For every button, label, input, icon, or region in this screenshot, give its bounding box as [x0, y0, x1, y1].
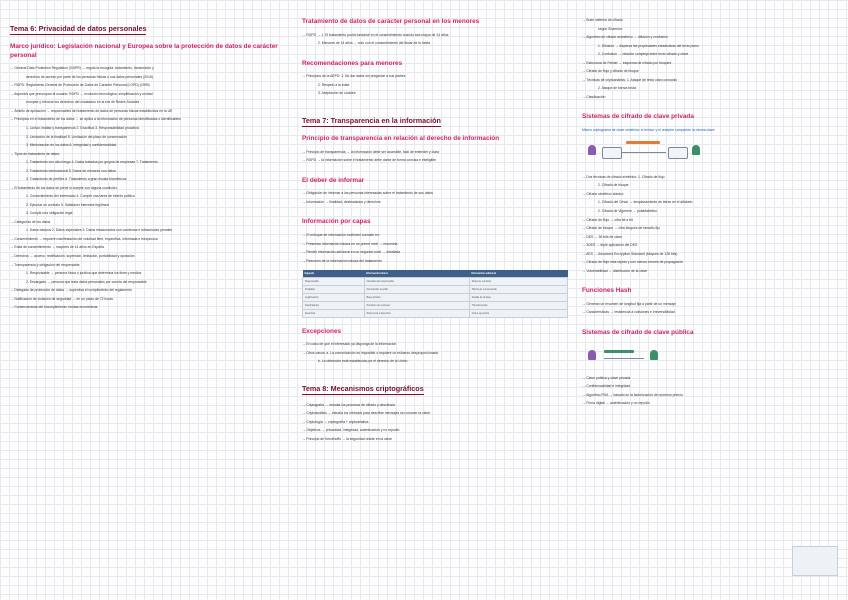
table-cell: Cómo ejercerlos: [469, 309, 567, 317]
public-key-heading: Sistemas de cifrado de clave pública: [582, 328, 694, 336]
note-line: → Cifrado de bloque → cifra bloques de tamaño fijo: [582, 226, 660, 231]
note-line: → Criptología → criptografía + criptoanálisis: [302, 419, 369, 424]
note-line: 2. Cifrado de Vigenère → polialfabético: [598, 209, 657, 214]
symmetric-diagram: [582, 137, 840, 167]
minors-notes: [302, 33, 568, 46]
table-cell: Legitimación: [303, 293, 365, 301]
layered-info-table: [302, 270, 568, 318]
symmetric-note: Mismo criptograma de clave simétrica: el emisor y el receptor comparten la misma clave: [582, 127, 715, 132]
note-line: → Delegado de protección de datos → supervisa el cumplimiento del reglamento: [10, 288, 132, 293]
note-line: → Derechos → acceso, rectificación, supresión, limitación, portabilidad y oposición: [10, 253, 135, 258]
note-line: → Confidencialidad e integridad: [582, 384, 631, 389]
topic-6-title: Tema 6: Privacidad de datos personales: [10, 24, 147, 33]
note-line: 3. Aceptación de cookies: [318, 91, 356, 96]
hash-heading: Funciones Hash: [582, 287, 632, 295]
note-line: → Consecuencias del incumplimiento: multas económicas: [10, 305, 98, 310]
note-line: → Edad de consentimiento → mayores de 14 años en España: [10, 245, 104, 250]
note-line: → Cifrado de flujo → cifra bit a bit: [582, 217, 633, 222]
note-line: 1. Cifrado del César → desplazamiento de letras en el alfabeto: [598, 200, 693, 205]
note-line: → Transparencia y obligación del responsable: [10, 262, 80, 267]
note-line: b. La obtención está establecida por el derecho de la Unión: [318, 359, 408, 364]
note-line: 1. Licitud, lealtad y transparencia 2. Exactitud 3. Responsabilidad proactiva: [26, 126, 139, 130]
layers-notes: [302, 233, 568, 264]
exceptions-notes: [302, 342, 568, 364]
note-line: 2. Ejecutar un contrato 5. Satisfacer intereses legítimos: [26, 202, 110, 207]
note-line: → 3DES → triple aplicación del DES: [582, 243, 638, 248]
table-cell: Descripción sencilla: [364, 285, 469, 293]
table-header-cell: Información básica: [364, 270, 469, 278]
table-row: [303, 277, 568, 285]
note-line: europea y reforzar los derechos del ciudadano en la era de Redes Sociales: [26, 100, 140, 105]
middle-column: [302, 18, 568, 445]
ciphertext-box-icon: [668, 147, 688, 159]
note-line: → Obligación de informar a las personas interesadas sobre el tratamiento de sus datos: [302, 191, 433, 196]
recommendations-heading: Recomendaciones para menores: [302, 59, 403, 67]
note-line: 2. Confusión → relación compleja entre texto cifrado y clave: [598, 52, 689, 57]
note-line: 3. Tratamiento de perfiles 6. Tratamiento a gran escala biométricos: [26, 177, 127, 182]
private-key-heading: Sistemas de cifrado de clave privada: [582, 113, 694, 121]
cipher-notes: [582, 18, 840, 100]
note-line: → Características → resistencia a colisiones e irreversibilidad: [582, 310, 675, 315]
note-line: 2. Limitación de la finalidad 5. Limitación del plazo de conservación: [26, 134, 128, 139]
exceptions-heading: Excepciones: [302, 327, 342, 335]
note-line: → Criptoanálisis → estudia los métodos para descifrar mensajes sin conocer la clave: [302, 411, 430, 416]
table-cell: Identidad del responsable: [364, 277, 469, 285]
note-line: → Cifrado de flujo y cifrado de bloque: [582, 69, 639, 74]
left-notes: [10, 66, 278, 310]
note-line: → En caso de que el interesado ya disponga de la información: [302, 342, 397, 347]
note-line: → Clasificación: [582, 94, 606, 99]
note-line: → DES → 56 bits de clave: [582, 234, 623, 239]
note-line: 2. Cifrado de bloque: [598, 183, 629, 188]
note-line: 1. Datos básicos 2. Datos especiales 3. Datos relacionados con condenas e infracciones penales: [26, 228, 173, 233]
receiver-person-icon: [692, 145, 700, 155]
table-cell: Responsable: [303, 277, 365, 285]
topic-7-title: Tema 7: Transparencia en la información: [302, 115, 441, 125]
sender-person-icon: [588, 350, 596, 360]
note-line: → AES → Advanced Encryption Standard (bloques de 128 bits): [582, 251, 678, 256]
note-line: según Shannon:: [598, 26, 623, 31]
left-column: [10, 18, 278, 314]
note-line: → Técnicas de criptoanálisis: 1. Ataque de texto claro conocido: [582, 77, 678, 82]
note-line: → General Data Protection Regulation (GDPR) → regula la recogida, tratamiento, transmisión y: [10, 66, 154, 71]
table-header-row: [303, 270, 568, 278]
table-header-cell: Información adicional: [469, 270, 567, 278]
topic-8-title: Tema 8: Mecanismos criptográficos: [302, 383, 424, 393]
public-key-bar-icon: [604, 350, 634, 353]
note-line: 2. Respeto a la edad: [318, 82, 350, 87]
note-line: 3. Cumplir una obligación legal: [26, 211, 73, 216]
note-line: → Cifrado simétrico clásico:: [582, 191, 625, 196]
signature-diagram-thumbnail: [792, 546, 838, 576]
sender-person-icon: [588, 145, 596, 155]
note-line: derechos de acceso por parte de los personas físicas o sus datos personales (2016): [26, 74, 153, 79]
table-row: [303, 301, 568, 309]
note-line: 1. Difusión → dispersa las propiedades estadísticas del texto plano: [598, 43, 699, 48]
note-line: → Criptografía → estudia los procesos de cifrado y descifrado: [302, 402, 396, 407]
note-line: → Dos técnicas de cifrado simétrico: 1. Cifrado de flujo: [582, 174, 665, 179]
note-line: → Cifrado de flujo más rápido y con menos errores de propagación: [582, 260, 684, 265]
note-line: → El enfoque de información multinivel consiste en:: [302, 232, 380, 237]
note-line: 3. Minimización de los datos 6. Integridad y confidencialidad: [26, 143, 117, 148]
table-cell: Referencia a derechos: [364, 309, 469, 317]
note-line: → Remitir información adicional en un segundo nivel → detallada: [302, 250, 401, 255]
crypto-notes: [302, 403, 568, 442]
note-line: → Buen sistema de cifrado: [582, 18, 623, 22]
table-cell: Transferencias: [469, 301, 567, 309]
note-line: → Algoritmo de cifrado asimétrico → difusión y confusión: [582, 35, 668, 40]
legal-framework-heading: Marco jurídico: Legislación nacional y Europea sobre la protección de datos de carácter personal: [10, 43, 278, 59]
note-line: → Objetivos → privacidad, integridad, autenticación y no repudio: [302, 428, 400, 433]
table-cell: Finalidad: [303, 285, 365, 293]
note-line: → Categorías de los datos: [10, 219, 51, 224]
transparency-principle-heading: Principio de transparencia en relación al derecho de información: [302, 134, 500, 142]
table-row: [303, 309, 568, 317]
note-line: → Principio de transparencia → la información debe ser accesible, fácil de entender y clara: [302, 149, 440, 154]
note-line: → Principio de Kerckhoffs → la seguridad reside en la clave: [302, 436, 393, 441]
note-line: → Notificación de violación de seguridad → en un plazo de 72 horas: [10, 296, 113, 301]
table-cell: Plazos de conservación: [469, 285, 567, 293]
note-line: → Aspectos que preocupan al usuario: RGPD → evolución tecnológica, simplificación y unidad: [10, 91, 153, 96]
plaintext-box-icon: [602, 147, 622, 159]
key-bar-icon: [626, 141, 660, 144]
note-line: 2. Encargado → persona que trata datos personales por cuenta del responsable: [26, 279, 147, 284]
note-line: → Consentimiento → requiere manifestación de voluntad libre, específica, informada e inequívoca: [10, 236, 158, 241]
channel-line-icon: [604, 358, 644, 359]
note-line: 2. Ataque de fuerza bruta: [598, 86, 637, 91]
note-line: → Generan un resumen de longitud fija a partir de un mensaje: [582, 301, 676, 306]
note-line: → Estructura de Feistel → esquema de cifrado por bloques: [582, 60, 672, 65]
table-cell: Previsión de cesiones: [364, 301, 469, 309]
note-line: → Vulnerabilidad → distribución de la clave: [582, 268, 648, 273]
duty-to-inform-heading: El deber de informar: [302, 176, 365, 184]
note-line: 1. Tratamiento con alto riesgo 4. Datos tratados por grupos de empresas 7. Tratamiento: [26, 160, 158, 165]
note-line: 1. Consentimiento del interesado 4. Cumplir una tarea de interés público: [26, 194, 135, 199]
principle-notes: [302, 150, 568, 163]
note-line: → Información → finalidad, destinatarios y derechos: [302, 199, 381, 204]
note-line: → RGPD: Reglamento General de Protección de Datos de Carácter Personal (LOPD) (1999): [10, 83, 150, 88]
table-row: [303, 285, 568, 293]
minors-heading: Tratamiento de datos de carácter personal en los menores: [302, 18, 480, 25]
table-cell: Detalle de la base: [469, 293, 567, 301]
note-line: → Algoritmo RSA → basado en la factorización de números primos: [582, 392, 683, 397]
public-key-notes: [582, 376, 840, 407]
hash-notes: [582, 302, 840, 315]
note-line: → Resumen de la información básica del tratamiento: [302, 258, 382, 263]
note-line: → El tratamiento de los datos se prevé si cumple con alguna condición:: [10, 185, 118, 190]
note-line: → Principios en el tratamiento de los datos → se aplica a la información de personas identificadas o identificables: [10, 117, 181, 122]
note-line: → Tipos de tratamiento de datos:: [10, 151, 60, 156]
table-cell: Datos de contacto: [469, 277, 567, 285]
duty-notes: [302, 191, 568, 204]
table-cell: Destinatarios: [303, 301, 365, 309]
note-line: → Otros casos: a. La comunicación es imposible o requiere un esfuerzo desproporcionado: [302, 350, 439, 355]
receiver-person-icon: [650, 350, 658, 360]
note-line: → Firma digital → autenticación y no repudio: [582, 401, 650, 406]
public-key-diagram: [582, 344, 840, 368]
channel-line-icon: [622, 152, 666, 153]
note-line: → Clave pública y clave privada: [582, 375, 631, 380]
note-line: → Principios de la AEPD: 1. No dar datos sin preguntar a sus padres: [302, 74, 406, 79]
note-line: → Presentar información básica en un primer nivel → resumida: [302, 241, 398, 246]
note-line: 2. Tratamiento internacional 5. Datos de menores con datos: [26, 168, 116, 173]
note-line: → Ámbito de aplicación → responsables del tratamiento de datos de personas físicas establecidos en la UE: [10, 108, 173, 113]
note-line: → RGPD → 1. El tratamiento podrá fundarse en el consentimiento cuando sea mayor de 14 años: [302, 32, 449, 37]
recommendations-notes: [302, 74, 568, 96]
right-column: [582, 18, 840, 410]
table-row: [303, 293, 568, 301]
symmetric-notes: [582, 175, 840, 274]
note-line: → RGPD → la información sobre el tratamiento debe darse de forma concisa e inteligible: [302, 158, 436, 163]
table-cell: Base jurídica: [364, 293, 469, 301]
table-cell: Derechos: [303, 309, 365, 317]
note-line: 2. Menores de 14 años → solo con el consentimiento del titular de la tutela: [318, 41, 431, 46]
layered-info-heading: Información por capas: [302, 218, 371, 226]
note-line: 1. Responsable → persona física o jurídica que determina los fines y medios: [26, 271, 142, 276]
table-header-cell: Epígrafe: [303, 270, 365, 278]
